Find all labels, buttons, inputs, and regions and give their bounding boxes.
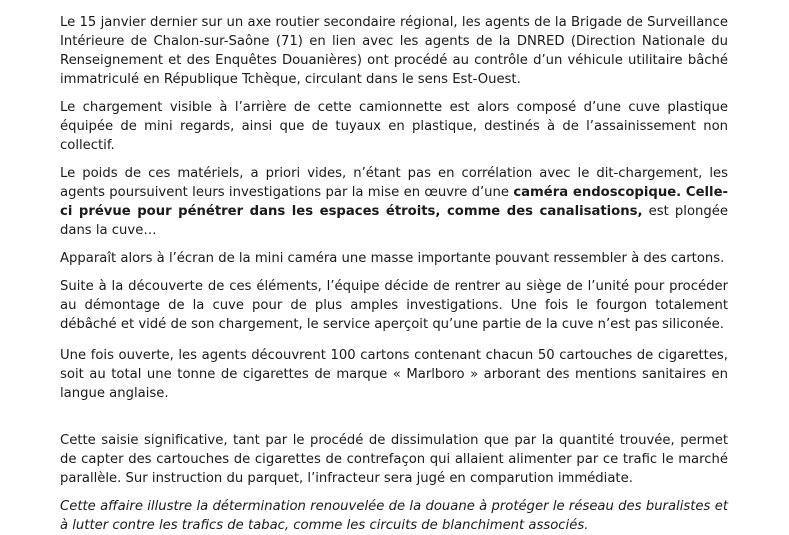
paragraph-significance: Cette saisie significative, tant par le procédé de dissimulation que par la quantité trouvée, permet de capter des cartouches de cigarettes de contrefaçon qui allaient alimenter par ce trafic le marché parallèle. Sur instruction du parquet, l’infracteur sera jugé en comparution immédiate. xyxy=(60,433,728,486)
paragraph-bold-camera: caméra endoscopique. Celle-ci prévue pour pénétrer dans les espaces étroits, comme des canalisations, xyxy=(60,185,728,219)
paragraph-discovery: Une fois ouverte, les agents découvrent 100 cartons contenant chacun 50 cartouches de cigarettes, soit au total une tonne de cigarettes de marque « Marlboro » arborant des mentions sanitaires en langue anglaise. xyxy=(60,348,728,401)
paragraph-endoscopic-camera xyxy=(60,164,728,240)
paragraph-dismantling: Suite à la découverte de ces éléments, l’équipe décide de rentrer au siège de l’unité pour procéder au démontage de la cuve pour de plus amples investigations. Une fois le fourgon totalement débâché et vidé de son chargement, le service aperçoit qu’une partie de la cuve n’est pas siliconée. xyxy=(60,279,728,332)
paragraph-text-after: est plongée dans la cuve… xyxy=(60,204,728,238)
paragraph-conclusion: Cette affaire illustre la détermination renouvelée de la douane à protéger le réseau des buralistes et à lutter contre les trafics de tabac, comme les circuits de blanchiment associés. xyxy=(60,499,728,533)
paragraph-camera-screen: Apparaît alors à l’écran de la mini caméra une masse importante pouvant ressembler à des cartons. xyxy=(60,251,725,266)
paragraph-cargo-description: Le chargement visible à l’arrière de cette camionnette est alors composé d’une cuve plastique équipée de mini regards, ainsi que de tuyaux en plastique, destinés à de l’assainissement non collectif. xyxy=(60,100,728,153)
article-body xyxy=(60,13,728,535)
paragraph-text-before: Le poids de ces matériels, a priori vides, n’étant pas en corrélation avec le dit-chargement, les agents poursuivent leurs investigations par la mise en œuvre d’une xyxy=(60,166,728,200)
paragraph-control-context: Le 15 janvier dernier sur un axe routier secondaire régional, les agents de la Brigade de Surveillance Intérieure de Chalon-sur-Saône (71) en lien avec les agents de la DNRED (Direction Nationale du Renseignement et des Enquêtes Douanières) ont procédé au contrôle d’un véhicule utilitaire bâché immatriculé en République Tchèque, circulant dans le sens Est-Ouest. xyxy=(60,15,728,87)
